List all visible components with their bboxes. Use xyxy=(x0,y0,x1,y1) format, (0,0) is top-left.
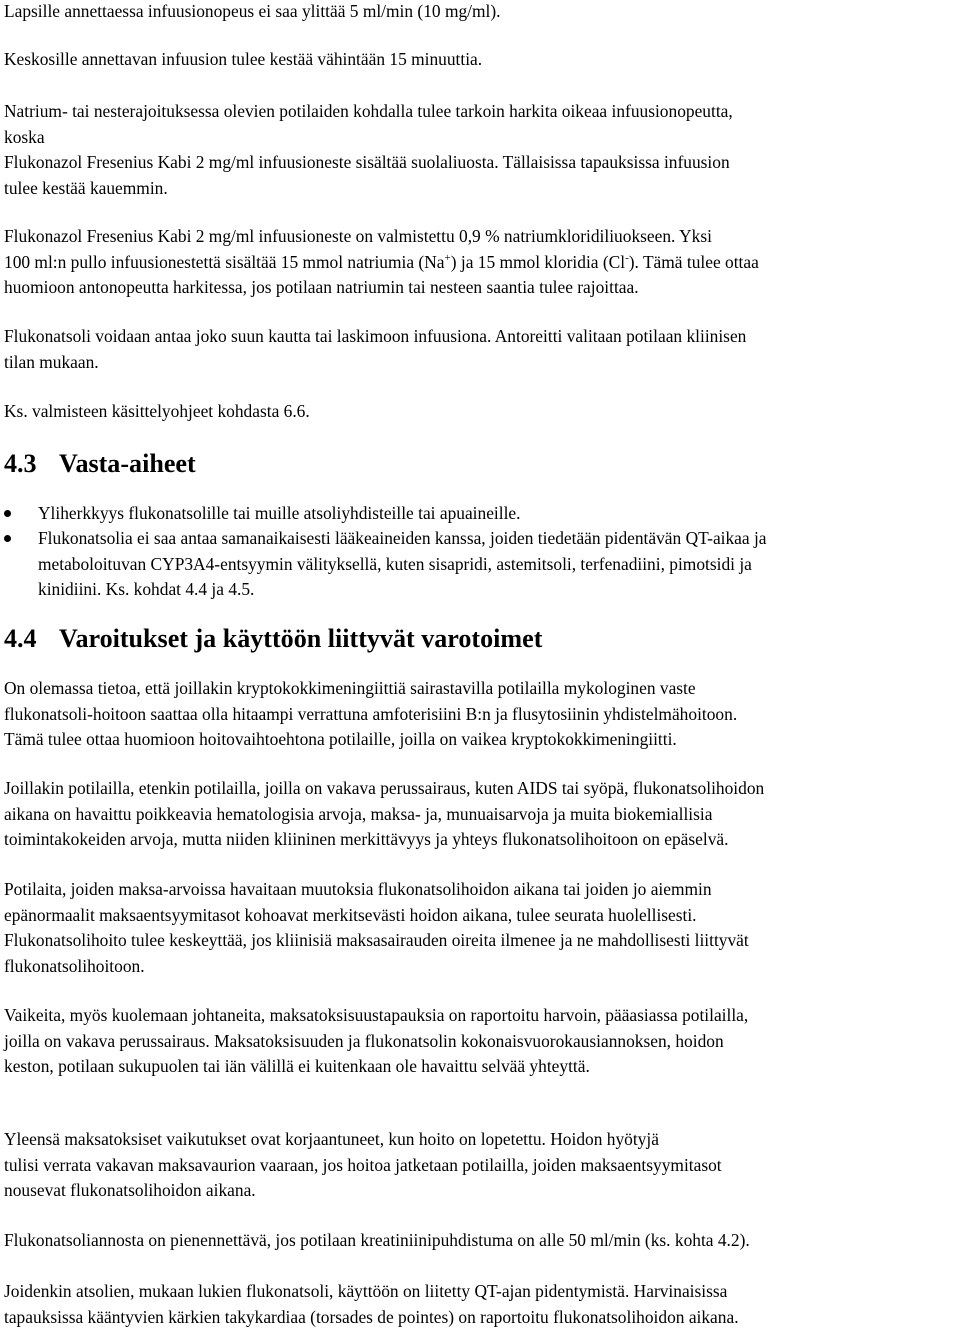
paragraph-sodium-restriction xyxy=(4,99,950,201)
section-number: 4.4 xyxy=(4,624,37,653)
text-line: tulisi verrata vakavan maksavaurion vaaraan, jos hoitoa jatketaan potilailla, joiden maksaentsyymitasot xyxy=(4,1154,722,1175)
text-fragment: ) ja 15 mmol kloridia (Cl xyxy=(450,251,626,272)
text-line: nousevat flukonatsolihoidon aikana. xyxy=(4,1180,256,1200)
text-line: Vaikeita, myös kuolemaan johtaneita, maksatoksisuustapauksia on raportoitu harvoin, pääasiassa potilailla, xyxy=(4,1005,749,1025)
text-line-with-superscripts xyxy=(4,250,950,276)
text-line: Flukonatsoli voidaan antaa joko suun kautta tai laskimoon infuusiona. Antoreitti valitaan potilaan kliinisen xyxy=(4,326,747,346)
text-line: flukonatsoli-hoitoon saattaa olla hitaampi verrattuna amfoterisiini B:n ja flusytosiinin yhdistelmähoitoon. xyxy=(4,703,738,724)
text-line: On olemassa tietoa, että joillakin kryptokokkimeningiittiä sairastavilla potilailla mykologinen vaste xyxy=(4,678,696,698)
text-fragment: ). Tämä tulee ottaa xyxy=(628,251,759,272)
paragraph-qt-prolongation xyxy=(4,1279,950,1330)
paragraph-administration-route xyxy=(4,324,950,375)
paragraph-reversible-effects xyxy=(4,1127,950,1204)
section-heading-contraindications xyxy=(4,451,196,476)
superscript-minus: - xyxy=(625,251,629,264)
text-line: Natrium- tai nesterajoituksessa olevien potilaiden kohdalla tulee tarkoin harkita oikeaa infuusionopeutta, xyxy=(4,101,733,121)
superscript-plus: + xyxy=(444,251,451,264)
text-line: Keskosille annettavan infuusion tulee kestää vähintään 15 minuuttia. xyxy=(4,49,483,69)
paragraph-cryptococcal-meningitis xyxy=(4,676,950,753)
text-line: tilan mukaan. xyxy=(4,351,99,372)
bullet-icon xyxy=(4,535,11,542)
text-line: tulee kestää kauemmin. xyxy=(4,177,168,198)
text-line: epänormaalit maksaentsyymitasot kohoavat merkitsevästi hoidon aikana, tulee seurata huolellisesti. xyxy=(4,904,697,925)
bullet-item-qt-drugs xyxy=(4,526,950,603)
text-line: metaboloituvan CYP3A4-entsyymin välityksellä, kuten sisapridi, astemitsoli, terfenadiini, pimotsidi ja xyxy=(38,553,752,574)
paragraph-liver-monitoring xyxy=(4,877,950,979)
paragraph-infusion-duration-premature xyxy=(4,47,950,73)
section-number: 4.3 xyxy=(4,449,37,478)
paragraph-infusion-rate-children xyxy=(4,0,950,25)
section-title: Varoitukset ja käyttöön liittyvät varotoimet xyxy=(59,624,543,653)
text-line: Joillakin potilailla, etenkin potilailla, joilla on vakava perussairaus, kuten AIDS tai syöpä, flukonatsolihoidon xyxy=(4,778,765,798)
text-line: huomioon antonopeutta harkitessa, jos potilaan natriumin tai nesteen saantia tulee rajoittaa. xyxy=(4,277,639,297)
text-line: Yliherkkyys flukonatsolille tai muille atsoliyhdisteille tai apuaineille. xyxy=(38,503,521,523)
paragraph-hepatotoxicity xyxy=(4,1003,950,1080)
text-line: kinidiini. Ks. kohdat 4.4 ja 4.5. xyxy=(38,579,255,599)
text-line: Lapsille annettaessa infuusionopeus ei saa ylittää 5 ml/min (10 mg/ml). xyxy=(4,1,501,21)
text-line: aikana on havaittu poikkeavia hematologisia arvoja, maksa- ja, munuaisarvoja ja muita biokemiallisia xyxy=(4,803,713,824)
section-title: Vasta-aiheet xyxy=(59,449,196,478)
paragraph-sodium-content xyxy=(4,224,950,301)
section-heading-warnings xyxy=(4,626,542,651)
text-line: tapauksissa kääntyvien kärkien takykardiaa (torsades de pointes) on raportoitu flukonatsolihoidon aikana. xyxy=(4,1306,739,1327)
text-line: koska xyxy=(4,126,45,147)
text-line: Flukonatsolia ei saa antaa samanaikaisesti lääkeaineiden kanssa, joiden tiedetään pidentävän QT-aikaa ja xyxy=(38,528,767,548)
text-line: Flukonatsoliannosta on pienennettävä, jos potilaan kreatiniinipuhdistuma on alle 50 ml/min (ks. kohta 4.2). xyxy=(4,1230,750,1250)
text-line: keston, potilaan sukupuolen tai iän välillä ei kuitenkaan ole havaittu selvää yhteyttä. xyxy=(4,1056,590,1076)
text-line: Ks. valmisteen käsittelyohjeet kohdasta 6.6. xyxy=(4,401,310,421)
text-line: flukonatsolihoitoon. xyxy=(4,955,145,976)
text-line: Flukonatsolihoito tulee keskeyttää, jos kliinisiä maksasairauden oireita ilmenee ja ne mahdollisesti liittyvät xyxy=(4,930,749,950)
paragraph-dose-reduction xyxy=(4,1228,950,1254)
text-fragment: 100 ml:n pullo infuusionestettä sisältää 15 mmol natriumia (Na xyxy=(4,251,445,272)
text-line: joilla on vakava perussairaus. Maksatoksisuuden ja flukonatsolin kokonaisvuorokausiannoksen, hoidon xyxy=(4,1030,724,1051)
paragraph-handling-reference xyxy=(4,399,950,425)
text-line: Tämä tulee ottaa huomioon hoitovaihtoehtona potilaille, joilla on vaikea kryptokokkimeningiitti. xyxy=(4,729,677,749)
text-line: Potilaita, joiden maksa-arvoissa havaitaan muutoksia flukonatsolihoidon aikana tai joiden jo aiemmin xyxy=(4,879,712,899)
text-line: Flukonazol Fresenius Kabi 2 mg/ml infuusioneste on valmistettu 0,9 % natriumkloridiliuokseen. Yksi xyxy=(4,226,712,246)
paragraph-abnormal-lab-values xyxy=(4,776,950,853)
text-line: Flukonazol Fresenius Kabi 2 mg/ml infuusioneste sisältää suolaliuosta. Tällaisissa tapauksissa infuusion xyxy=(4,152,730,172)
text-line: toimintakokeiden arvoja, mutta niiden kliininen merkittävyys ja yhteys flukonatsolihoitoon on epäselvä. xyxy=(4,829,729,849)
bullet-item-hypersensitivity xyxy=(4,501,950,527)
bullet-icon xyxy=(4,510,11,517)
text-line: Yleensä maksatoksiset vaikutukset ovat korjaantuneet, kun hoito on lopetettu. Hoidon hyötyjä xyxy=(4,1129,659,1149)
text-line: Joidenkin atsolien, mukaan lukien flukonatsoli, käyttöön on liitetty QT-ajan pidentymistä. Harvinaisissa xyxy=(4,1281,728,1301)
